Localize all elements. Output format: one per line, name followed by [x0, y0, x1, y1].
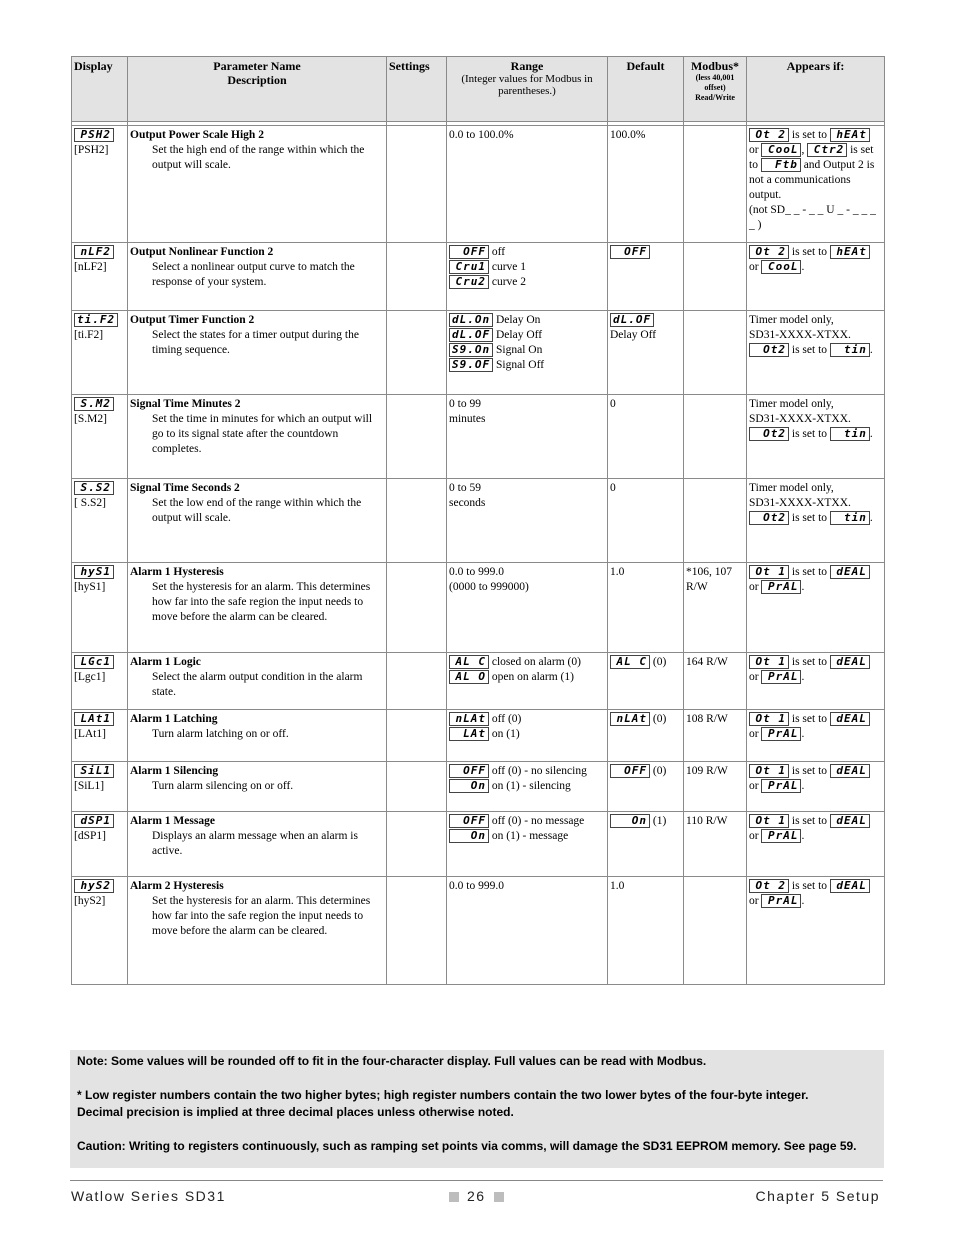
note-caution: Caution: Writing to registers continuously, such as ramping set points via comms, will damage the SD31 EEPROM memory. See page 59.	[77, 1139, 857, 1153]
display-cell	[72, 877, 128, 985]
table-row	[72, 311, 885, 395]
range-text: off (0) - no message	[491, 815, 585, 827]
appears-text: Timer model only,	[749, 482, 834, 494]
header-range	[447, 57, 608, 122]
range-text: Delay On	[496, 314, 541, 326]
range-cell	[447, 563, 608, 653]
lcd-display: tin	[830, 427, 870, 441]
lcd-display: dEAL	[830, 879, 870, 893]
modbus-text: 164 R/W	[686, 656, 728, 668]
appears-text: .	[869, 344, 873, 356]
display-cell	[72, 479, 128, 563]
note-rounding: Note: Some values will be rounded off to fit in the four-character display. Full values can be read with Modbus.	[77, 1054, 707, 1068]
appears-text: Timer model only,	[749, 314, 834, 326]
param-desc: Set the low end of the range within which the output will scale.	[152, 497, 362, 524]
lcd-display: LAt	[449, 727, 489, 741]
settings-cell	[387, 243, 447, 311]
param-cell	[128, 653, 387, 710]
lcd-display: dEAL	[830, 814, 870, 828]
lcd-display: PrAL	[761, 670, 801, 684]
table-row	[72, 812, 885, 877]
default-text: 0	[610, 398, 616, 410]
lcd-display: PrAL	[761, 829, 801, 843]
default-text: 1.0	[610, 880, 625, 892]
appears-text: is set to	[791, 765, 828, 777]
range-cell	[447, 762, 608, 812]
range-text: off	[491, 246, 506, 258]
header-range-label: Range	[510, 59, 544, 73]
appears-text: .	[801, 780, 805, 792]
param-cell	[128, 812, 387, 877]
lcd-display: OFF	[449, 245, 489, 259]
range-text: closed on alarm (0)	[491, 656, 581, 668]
table-row	[72, 563, 885, 653]
appears-text: .	[869, 512, 873, 524]
settings-cell	[387, 653, 447, 710]
range-text: Delay Off	[496, 329, 543, 341]
param-name: Alarm 2 Hysteresis	[130, 880, 224, 892]
settings-cell	[387, 311, 447, 395]
param-name: Signal Time Seconds 2	[130, 482, 240, 494]
lcd-display: Ot 2	[749, 128, 789, 142]
default-cell	[608, 395, 684, 479]
appears-cell	[747, 762, 885, 812]
range-text: Signal Off	[496, 359, 545, 371]
appears-text: is set to	[791, 512, 828, 524]
footer-divider	[70, 1180, 883, 1181]
param-name: Signal Time Minutes 2	[130, 398, 241, 410]
range-text: minutes	[449, 413, 486, 425]
table-row	[72, 479, 885, 563]
modbus-text: *106, 107 R/W	[686, 566, 732, 593]
modbus-cell	[684, 877, 747, 985]
lcd-display: PrAL	[761, 727, 801, 741]
param-name: Alarm 1 Silencing	[130, 765, 219, 777]
appears-text: .	[801, 728, 805, 740]
range-text: 0.0 to 999.0	[449, 566, 504, 578]
param-desc: Displays an alarm message when an alarm is active.	[152, 830, 358, 857]
lcd-display: dL.OF	[449, 328, 493, 342]
range-text: seconds	[449, 497, 486, 509]
header-appears: Appears if:	[747, 57, 885, 122]
lcd-display: Ot 2	[749, 245, 789, 259]
lcd-display: PrAL	[761, 580, 801, 594]
default-text: 0	[610, 482, 616, 494]
footer-chapter: Chapter 5 Setup	[755, 1188, 880, 1204]
appears-cell	[747, 563, 885, 653]
param-desc: Select the states for a timer output during the timing sequence.	[152, 329, 359, 356]
lcd-display: ti.F2	[74, 313, 118, 327]
lcd-display: nLAt	[610, 712, 650, 726]
appears-cell	[747, 126, 885, 243]
settings-cell	[387, 812, 447, 877]
appears-text: is set to	[791, 428, 828, 440]
lcd-display: Ot 1	[749, 764, 789, 778]
param-cell	[128, 395, 387, 479]
lcd-display: S.S2	[74, 481, 114, 495]
header-default: Default	[608, 57, 684, 122]
footer-page-number	[449, 1188, 512, 1204]
appears-text: is set to	[791, 344, 828, 356]
param-name: Output Power Scale High 2	[130, 129, 264, 141]
appears-text: SD31-XXXX-XTXX.	[749, 329, 851, 341]
default-text: (1)	[652, 815, 667, 827]
lcd-display: Ot2	[749, 343, 789, 357]
lcd-display: OFF	[610, 764, 650, 778]
param-desc: Select a nonlinear output curve to match the response of your system.	[152, 261, 355, 288]
default-text: (0)	[652, 765, 667, 777]
settings-cell	[387, 563, 447, 653]
range-text: 0.0 to 999.0	[449, 880, 504, 892]
lcd-display: S.M2	[74, 397, 114, 411]
lcd-display: Ot2	[749, 511, 789, 525]
modbus-cell	[684, 243, 747, 311]
lcd-display: dEAL	[830, 655, 870, 669]
default-text: 1.0	[610, 566, 625, 578]
display-cell	[72, 710, 128, 762]
lcd-display: CooL	[761, 260, 801, 274]
lcd-display: LAt1	[74, 712, 114, 726]
lcd-display: tin	[830, 511, 870, 525]
lcd-display: dSP1	[74, 814, 114, 828]
range-cell	[447, 311, 608, 395]
settings-cell	[387, 395, 447, 479]
modbus-cell	[684, 311, 747, 395]
lcd-display: Cru1	[449, 260, 489, 274]
range-text: on (1) - message	[491, 830, 569, 842]
modbus-text: 108 R/W	[686, 713, 728, 725]
lcd-display: Ctr2	[807, 143, 847, 157]
settings-cell	[387, 710, 447, 762]
table-row	[72, 877, 885, 985]
param-code: [ S.S2]	[74, 497, 106, 509]
parameter-table	[71, 56, 885, 985]
param-cell	[128, 126, 387, 243]
lcd-display: On	[610, 814, 650, 828]
default-text: 100.0%	[610, 129, 646, 141]
param-code: [PSH2]	[74, 144, 109, 156]
lcd-display: On	[449, 829, 489, 843]
square-bullet-icon	[494, 1192, 504, 1202]
lcd-display: nLF2	[74, 245, 114, 259]
appears-cell	[747, 877, 885, 985]
range-text: 0 to 99	[449, 398, 481, 410]
range-cell	[447, 243, 608, 311]
param-desc: Turn alarm silencing on or off.	[152, 780, 294, 792]
lcd-display: Ot 1	[749, 814, 789, 828]
display-cell	[72, 812, 128, 877]
appears-cell	[747, 395, 885, 479]
param-code: [ti.F2]	[74, 329, 104, 341]
header-param-desc-label: Description	[227, 73, 287, 87]
range-text: on (1)	[491, 728, 520, 740]
range-text: on (1) - silencing	[491, 780, 571, 792]
appears-text: .	[801, 581, 805, 593]
lcd-display: OFF	[449, 764, 489, 778]
header-param-name-label: Parameter Name	[213, 59, 301, 73]
appears-text: is set to	[749, 144, 874, 171]
header-range-sub: (Integer values for Modbus in parentheses.)	[461, 73, 593, 97]
appears-text: SD31-XXXX-XTXX.	[749, 497, 851, 509]
lcd-display: OFF	[449, 814, 489, 828]
appears-cell	[747, 653, 885, 710]
lcd-display: dEAL	[830, 764, 870, 778]
lcd-display: CooL	[761, 143, 801, 157]
range-text: 0 to 59	[449, 482, 481, 494]
default-cell	[608, 243, 684, 311]
modbus-text: 109 R/W	[686, 765, 728, 777]
lcd-display: SiL1	[74, 764, 114, 778]
lcd-display: PSH2	[74, 128, 114, 142]
param-name: Output Timer Function 2	[130, 314, 255, 326]
display-cell	[72, 126, 128, 243]
lcd-display: hyS1	[74, 565, 114, 579]
param-cell	[128, 563, 387, 653]
appears-text: is set to	[791, 815, 828, 827]
lcd-display: dL.On	[449, 313, 493, 327]
appears-text: is set to	[791, 880, 828, 892]
param-desc: Set the time in minutes for which an output will go to its signal state after the countdown completes.	[152, 413, 373, 455]
appears-text: or	[749, 895, 759, 907]
appears-text: is set to	[791, 713, 828, 725]
lcd-display: S9.OF	[449, 358, 493, 372]
default-cell	[608, 710, 684, 762]
param-name: Alarm 1 Message	[130, 815, 215, 827]
appears-text: .	[801, 895, 805, 907]
range-cell	[447, 653, 608, 710]
lcd-display: AL C	[449, 655, 489, 669]
lcd-display: PrAL	[761, 894, 801, 908]
appears-text: is set to	[791, 246, 828, 258]
modbus-cell	[684, 479, 747, 563]
appears-text: .	[869, 428, 873, 440]
param-code: [Lgc1]	[74, 671, 106, 683]
range-cell	[447, 710, 608, 762]
range-cell	[447, 479, 608, 563]
lcd-display: OFF	[610, 245, 650, 259]
lcd-display: LGc1	[74, 655, 114, 669]
modbus-cell	[684, 653, 747, 710]
default-cell	[608, 563, 684, 653]
appears-text: or	[749, 144, 759, 156]
default-text: Delay Off	[610, 329, 657, 341]
appears-text: .	[801, 671, 805, 683]
table-row	[72, 653, 885, 710]
default-cell	[608, 479, 684, 563]
lcd-display: On	[449, 779, 489, 793]
default-cell	[608, 311, 684, 395]
appears-text: or	[749, 261, 759, 273]
lcd-display: Ftb	[761, 158, 801, 172]
header-display: Display	[72, 57, 128, 122]
display-cell	[72, 563, 128, 653]
modbus-cell	[684, 395, 747, 479]
param-desc: Turn alarm latching on or off.	[152, 728, 289, 740]
range-cell	[447, 126, 608, 243]
table-row	[72, 710, 885, 762]
default-cell	[608, 653, 684, 710]
range-cell	[447, 812, 608, 877]
default-text: (0)	[652, 713, 667, 725]
param-code: [dSP1]	[74, 830, 106, 842]
settings-cell	[387, 126, 447, 243]
appears-text: or	[749, 728, 759, 740]
param-desc: Set the high end of the range within which the output will scale.	[152, 144, 365, 171]
appears-text: is set to	[791, 656, 828, 668]
note-precision: Decimal precision is implied at three decimal places unless otherwise noted.	[77, 1105, 514, 1119]
modbus-cell	[684, 812, 747, 877]
param-code: [nLF2]	[74, 261, 107, 273]
display-cell	[72, 762, 128, 812]
default-text: (0)	[652, 656, 667, 668]
param-code: [hyS2]	[74, 895, 106, 907]
appears-text: .	[801, 261, 805, 273]
appears-cell	[747, 243, 885, 311]
table-row	[72, 126, 885, 243]
table-row	[72, 762, 885, 812]
lcd-display: dEAL	[830, 712, 870, 726]
header-modbus-sub2: Read/Write	[695, 93, 735, 102]
param-code: [LAt1]	[74, 728, 106, 740]
range-cell	[447, 395, 608, 479]
modbus-cell	[684, 762, 747, 812]
lcd-display: tin	[830, 343, 870, 357]
display-cell	[72, 653, 128, 710]
default-cell	[608, 126, 684, 243]
header-modbus-sub1: (less 40,001 offset)	[695, 73, 735, 92]
header-modbus	[684, 57, 747, 122]
lcd-display: Ot2	[749, 427, 789, 441]
settings-cell	[387, 762, 447, 812]
appears-text: ,	[801, 144, 805, 156]
range-text: 0.0 to 100.0%	[449, 129, 514, 141]
lcd-display: Ot 1	[749, 565, 789, 579]
modbus-cell	[684, 710, 747, 762]
lcd-display: dEAL	[830, 565, 870, 579]
param-cell	[128, 311, 387, 395]
lcd-display: AL C	[610, 655, 650, 669]
appears-text: is set to	[791, 129, 828, 141]
appears-cell	[747, 710, 885, 762]
note-register: * Low register numbers contain the two higher bytes; high register numbers contain the two lower bytes of the four-byte integer.	[77, 1088, 809, 1102]
modbus-cell	[684, 126, 747, 243]
table-row	[72, 243, 885, 311]
appears-text: Timer model only,	[749, 398, 834, 410]
appears-text: or	[749, 671, 759, 683]
appears-text: or	[749, 780, 759, 792]
lcd-display: S9.On	[449, 343, 493, 357]
param-name: Alarm 1 Latching	[130, 713, 218, 725]
param-desc: Set the hysteresis for an alarm. This determines how far into the safe region the input needs to move before the alarm can be cleared.	[152, 581, 371, 623]
appears-cell	[747, 311, 885, 395]
appears-text: SD31-XXXX-XTXX.	[749, 413, 851, 425]
lcd-display: hEAt	[830, 128, 870, 142]
param-code: [S.M2]	[74, 413, 107, 425]
param-cell	[128, 243, 387, 311]
settings-cell	[387, 479, 447, 563]
table-row	[72, 395, 885, 479]
param-name: Output Nonlinear Function 2	[130, 246, 274, 258]
default-cell	[608, 877, 684, 985]
param-desc: Select the alarm output condition in the alarm state.	[152, 671, 363, 698]
range-text: off (0) - no silencing	[491, 765, 587, 777]
display-cell	[72, 395, 128, 479]
lcd-display: AL O	[449, 670, 489, 684]
lcd-display: hEAt	[830, 245, 870, 259]
lcd-display: Ot 2	[749, 879, 789, 893]
appears-text: and Output 2 is not a communications output.	[749, 159, 875, 201]
appears-text: or	[749, 830, 759, 842]
range-text: (0000 to 999000)	[449, 581, 529, 593]
appears-text: .	[801, 830, 805, 842]
header-settings: Settings	[387, 57, 447, 122]
lcd-display: nLAt	[449, 712, 489, 726]
lcd-display: Ot 1	[749, 655, 789, 669]
range-text: curve 1	[491, 261, 527, 273]
appears-text: (not SD_ _ - _ _ U _ - _ _ _ _ )	[749, 204, 876, 231]
range-cell	[447, 877, 608, 985]
lcd-display: PrAL	[761, 779, 801, 793]
param-cell	[128, 479, 387, 563]
appears-text: is set to	[791, 566, 828, 578]
param-desc: Set the hysteresis for an alarm. This determines how far into the safe region the input needs to move before the alarm can be cleared.	[152, 895, 371, 937]
appears-text: or	[749, 581, 759, 593]
range-text: open on alarm (1)	[491, 671, 574, 683]
param-cell	[128, 710, 387, 762]
notes-box	[70, 1050, 884, 1168]
param-cell	[128, 877, 387, 985]
footer-title: Watlow Series SD31	[71, 1188, 226, 1204]
range-text: Signal On	[496, 344, 543, 356]
param-name: Alarm 1 Hysteresis	[130, 566, 224, 578]
appears-cell	[747, 479, 885, 563]
range-text: off (0)	[491, 713, 522, 725]
lcd-display: dL.OF	[610, 313, 654, 327]
default-cell	[608, 812, 684, 877]
header-modbus-label: Modbus*	[690, 59, 740, 73]
header-param-name	[128, 57, 387, 122]
lcd-display: Ot 1	[749, 712, 789, 726]
modbus-cell	[684, 563, 747, 653]
default-cell	[608, 762, 684, 812]
range-text: curve 2	[491, 276, 527, 288]
lcd-display: hyS2	[74, 879, 114, 893]
param-cell	[128, 762, 387, 812]
param-name: Alarm 1 Logic	[130, 656, 201, 668]
modbus-text: 110 R/W	[686, 815, 728, 827]
appears-cell	[747, 812, 885, 877]
lcd-display: Cru2	[449, 275, 489, 289]
page-number: 26	[467, 1188, 486, 1204]
display-cell	[72, 311, 128, 395]
square-bullet-icon	[449, 1192, 459, 1202]
param-code: [hyS1]	[74, 581, 106, 593]
param-code: [SiL1]	[74, 780, 105, 792]
display-cell	[72, 243, 128, 311]
table-header-row	[72, 57, 885, 122]
settings-cell	[387, 877, 447, 985]
